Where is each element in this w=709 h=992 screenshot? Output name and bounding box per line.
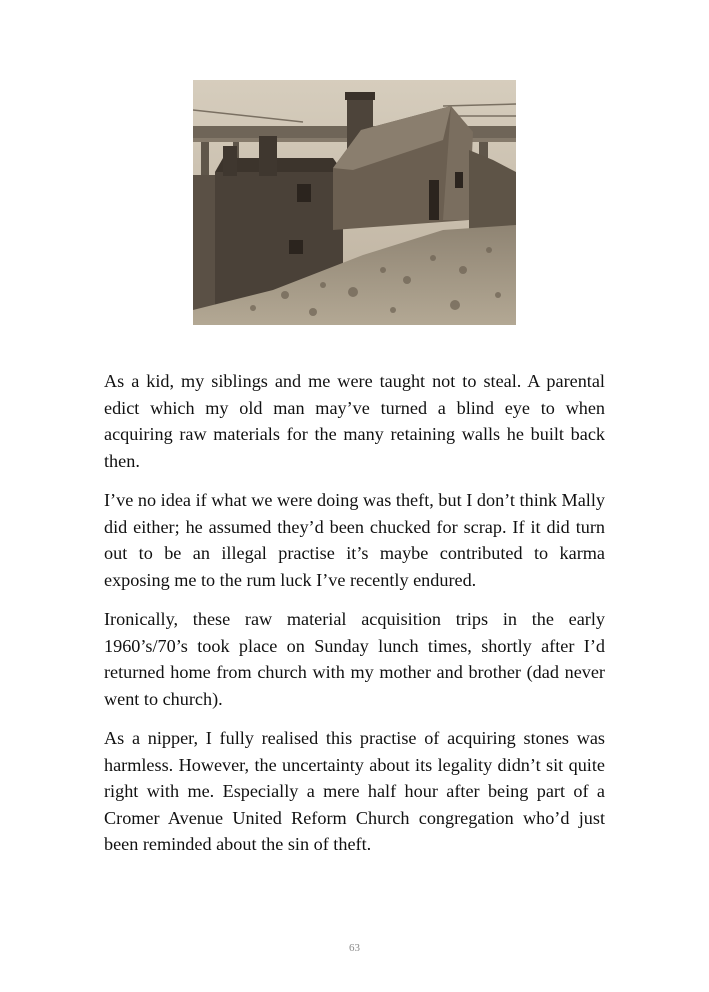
paragraph: I’ve no idea if what we were doing was theft, but I don’t think Mally did either; he assumed they’d been chucked for scrap. If it did turn out to be an illegal practise it’s maybe contributed to karma exposing me to the rum luck I’ve recently endured. (104, 490, 605, 590)
paragraph: As a nipper, I fully realised this practise of acquiring stones was harmless. However, the uncertainty about its legality didn’t sit quite right with me. Especially a mere half hour after being part of a Cromer Avenue United Reform Church congregation who’d just been reminded about the sin of theft. (104, 728, 605, 854)
body-text (104, 368, 605, 871)
page-number: 63 (349, 942, 360, 954)
historic-photograph (193, 80, 516, 325)
paragraph: As a kid, my siblings and me were taught not to steal. A parental edict which my old man may’ve turned a blind eye to when acquiring raw materials for the many retaining walls he built back then. (104, 371, 605, 471)
paragraph: Ironically, these raw material acquisition trips in the early 1960’s/70’s took place on Sunday lunch times, shortly after I’d returned home from church with my mother and brother (dad never went to church). (104, 609, 605, 709)
